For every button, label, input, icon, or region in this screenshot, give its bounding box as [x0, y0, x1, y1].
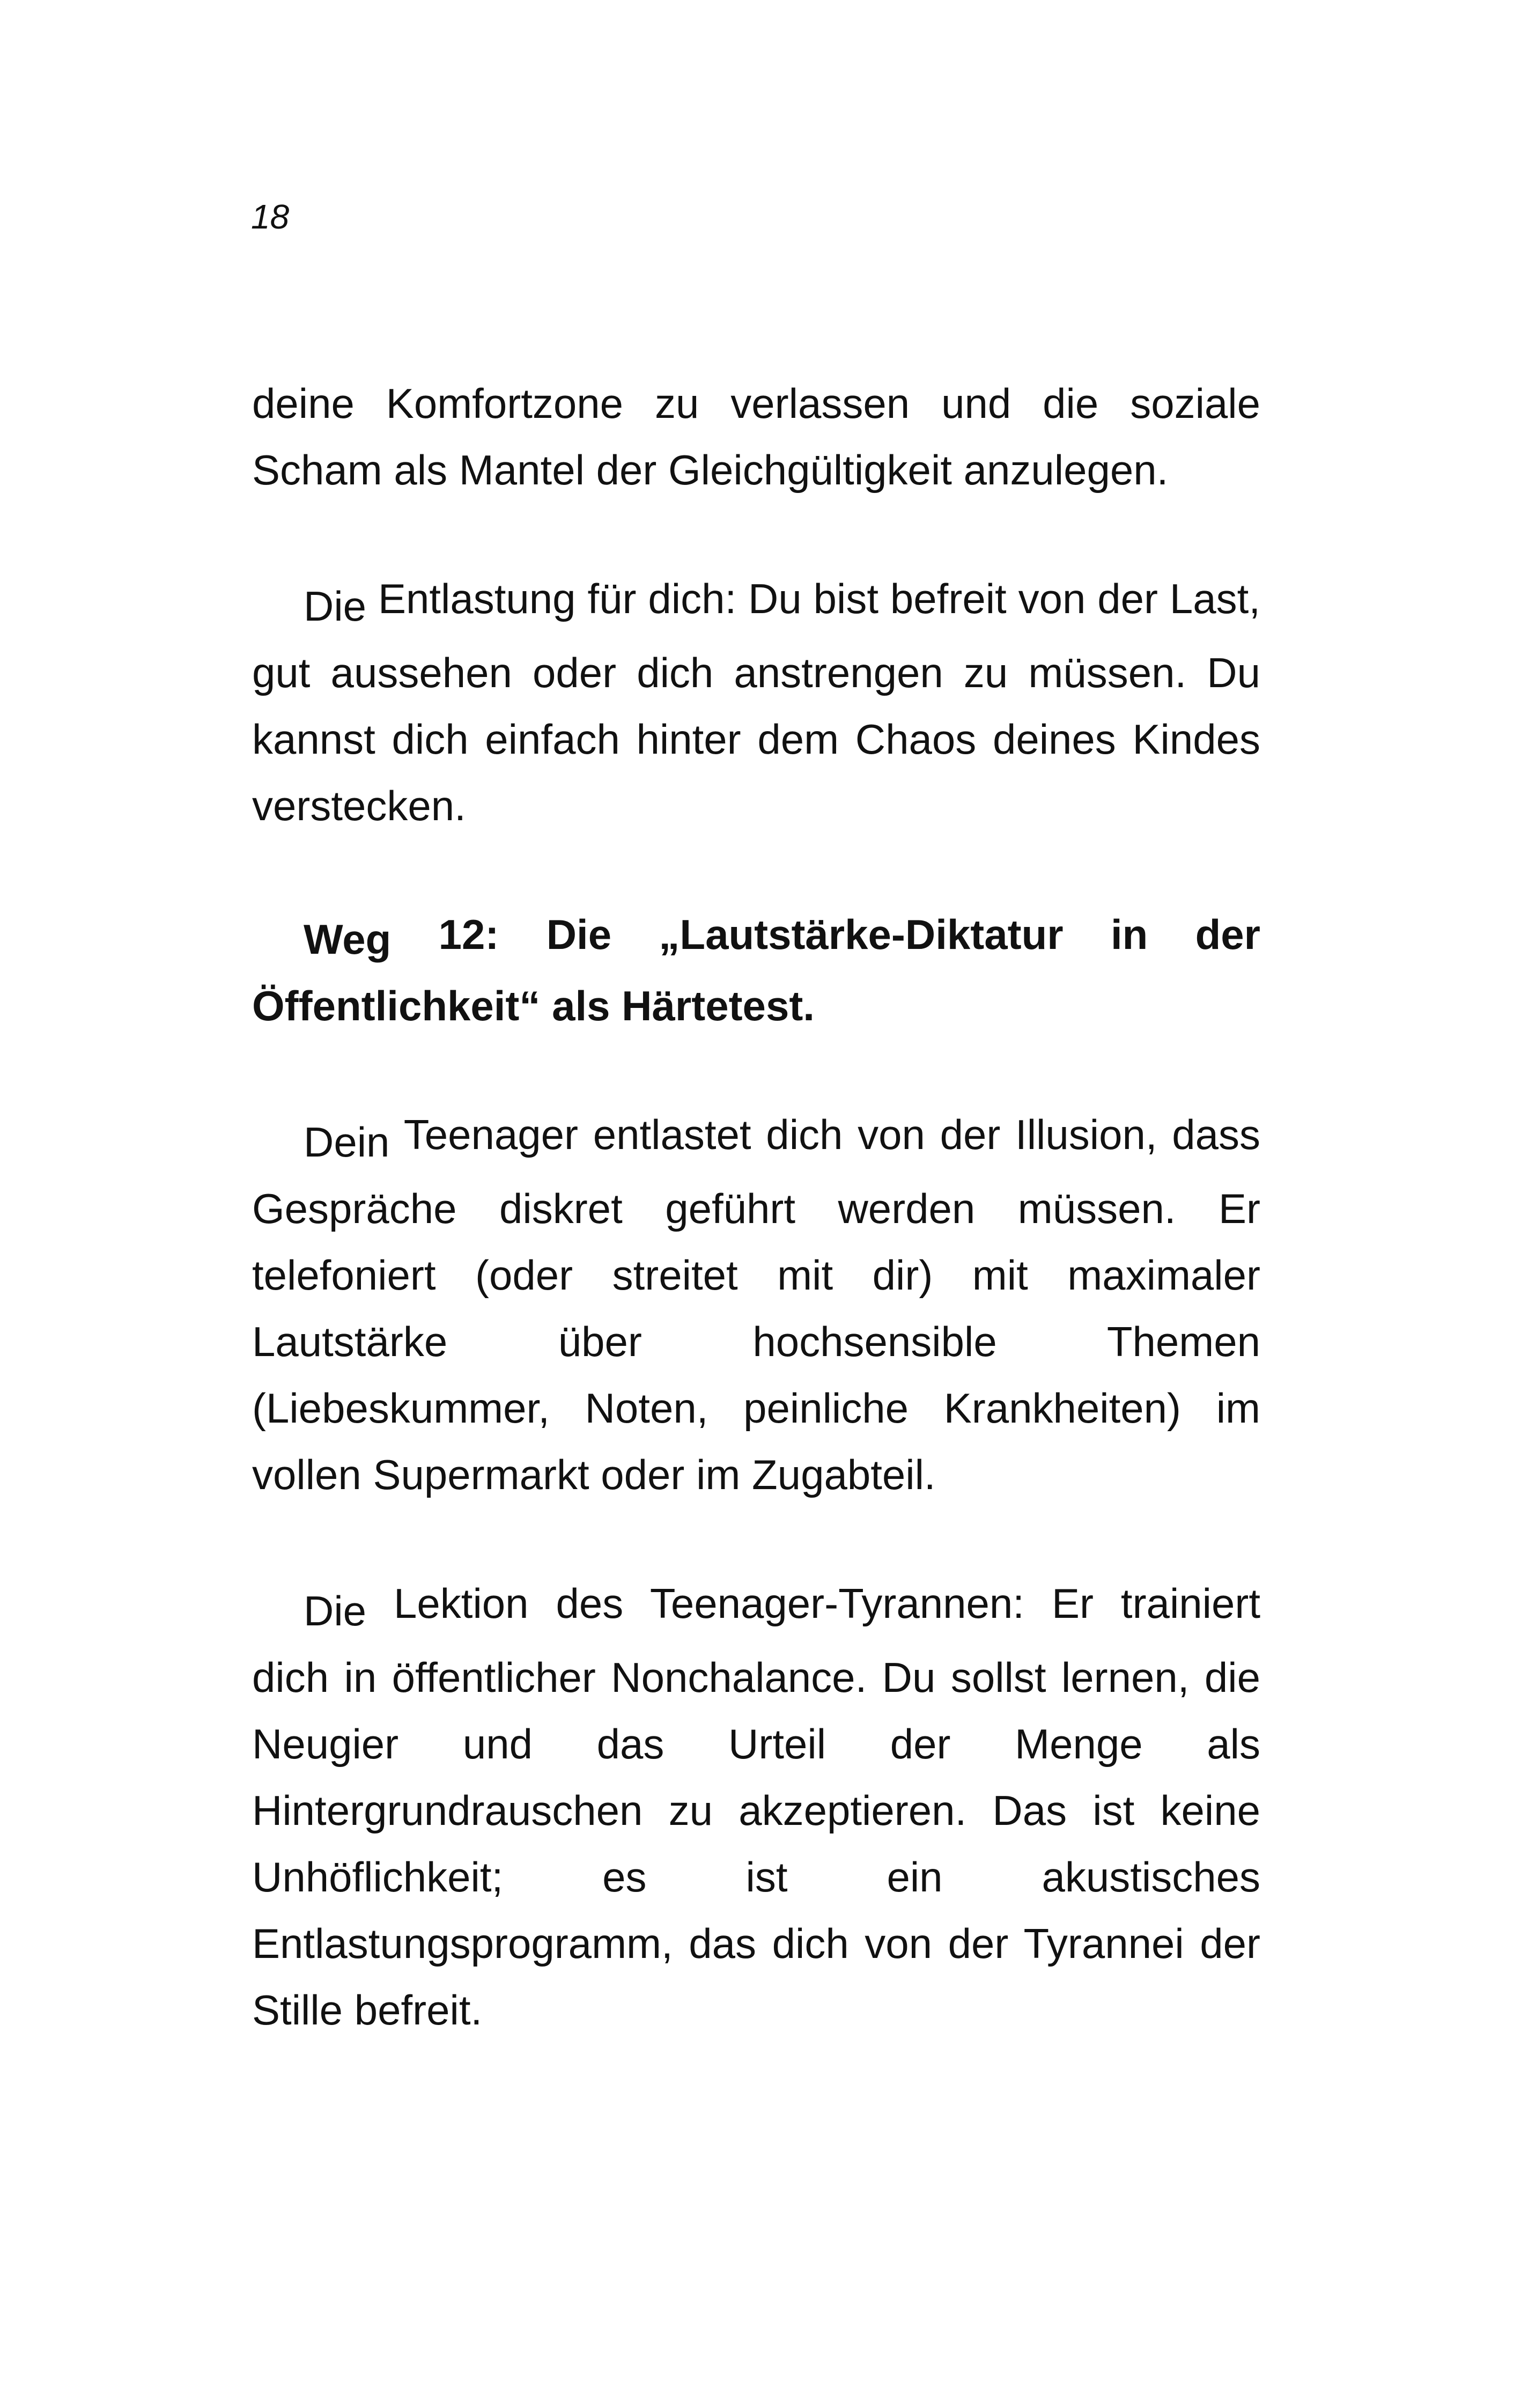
paragraph-text: Lektion des Teenager-Tyrannen: Er trainiert dich in öffentlicher Nonchalance. Du sollst lernen, die Neugier und das Urteil der Menge als Hintergrundrauschen zu akzeptieren. Das ist keine Unhöflichkeit; es ist ein akustisches Entlastungsprogramm, das dich von der Tyrannei der Stille befreit.	[252, 1580, 1261, 2034]
paragraph-lead-word: Die	[304, 583, 367, 630]
paragraph-lektion	[252, 1570, 1260, 2043]
paragraph-lead-word: Die	[304, 1587, 367, 1635]
paragraph-text: deine Komfortzone zu verlassen und die soziale Scham als Mantel der Gleichgültigkeit anzulegen.	[252, 380, 1260, 494]
paragraph-continuation	[252, 370, 1260, 503]
section-heading	[252, 901, 1260, 1039]
paragraph-text: Teenager entlastet dich von der Illusion, dass Gespräche diskret geführt werden müssen. Er telefoniert (oder streitet mit dir) mit maximaler Lautstärke über hochsensible Themen (Liebeskummer, Noten, peinliche Krankheiten) im vollen Supermarkt oder im Zugabteil.	[252, 1111, 1261, 1499]
paragraph-entlastung	[252, 565, 1260, 839]
paragraph-lead-word: Dein	[304, 1118, 390, 1166]
paragraph-teenager	[252, 1101, 1260, 1508]
paragraph-text: Entlastung für dich: Du bist befreit von der Last, gut aussehen oder dich anstrengen zu müssen. Du kannst dich einfach hinter dem Chaos deines Kindes verstecken.	[252, 575, 1261, 830]
page-body	[252, 370, 1260, 2043]
heading-lead-word: Weg	[304, 916, 392, 963]
heading-text: 12: Die „Lautstärke-Diktatur in der Öffentlichkeit“ als Härtetest.	[252, 911, 1261, 1030]
page-number: 18	[251, 197, 290, 236]
